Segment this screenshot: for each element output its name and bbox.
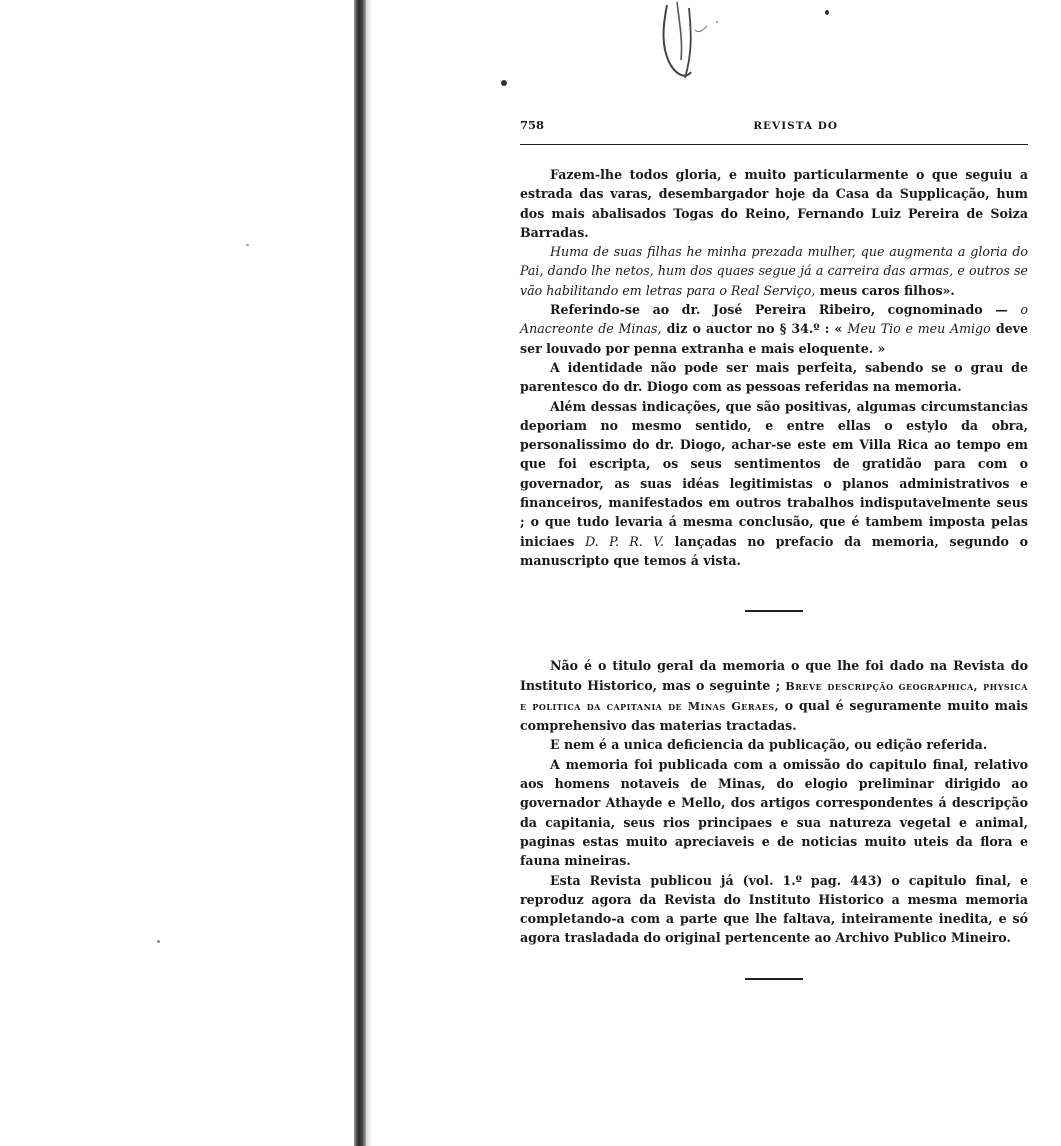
paragraph <box>520 242 1028 300</box>
running-header <box>520 118 1028 145</box>
section-divider <box>745 978 803 980</box>
ink-speck <box>157 940 160 943</box>
italic-text: Meu Tio e meu Amigo <box>847 321 991 337</box>
book-gutter <box>354 0 366 1146</box>
paragraph <box>520 397 1028 571</box>
handwritten-mark <box>655 0 725 85</box>
text-span: meus caros filhos». <box>815 282 955 298</box>
italic-text: o Anacreonte de Minas, <box>520 302 1028 337</box>
paragraph <box>520 300 1028 358</box>
text-span: Além dessas indicações, que são positivas, algumas circumstancias deporiam no mesmo sentido, e entre ellas o estylo da obra, personalissimo do dr. Diogo, achar-se este em Villa Rica ao tempo em que foi escripta, os seus sentimentos de gratidão para com o governador, as suas idéas legitimistas o planos administrativos e financeiros, manifestados em outros trabalhos indisputavelmente seus ; o que tudo levaria á mesma conclusão, que é tambem imposta pelas iniciaes <box>520 398 1028 549</box>
running-title: REVISTA DO <box>753 120 838 132</box>
gutter-shadow <box>366 0 372 1146</box>
text-span: diz o auctor no § 34.º : « <box>661 321 848 337</box>
paragraph: Fazem-lhe todos gloria, e muito particularmente o que seguiu a estrada das varas, desembargador hoje da Casa da Supplicação, hum dos mais abalisados Togas do Reino, Fernando Luiz Pereira de Soiza Barradas. <box>520 167 1028 240</box>
text-span: lançadas no prefacio da memoria, segundo o manuscripto que temos á vista. <box>520 533 1028 568</box>
italic-text: D. P. R. V. <box>585 533 664 549</box>
italic-quote: Huma de suas filhas he minha prezada mulher, que augmenta a gloria do Pai, dando lhe netos, hum dos quaes segue já a carreira das armas, e outros se vão habilitando em letras para o Real Serviço, <box>520 244 1028 298</box>
small-caps-title: Breve descripção geographica, physica e politica da capitania de Minas Geraes, <box>520 679 1028 713</box>
text-span: deve ser louvado por penna extranha e mais eloquente. » <box>520 321 1028 356</box>
paragraph: A identidade não pode ser mais perfeita, sabendo se o grau de parentesco do dr. Diogo com as pessoas referidas na memoria. <box>520 359 1028 395</box>
ink-speck <box>246 244 249 246</box>
ink-speck <box>501 80 507 86</box>
paragraph: A memoria foi publicada com a omissão do capitulo final, relativo aos homens notaveis de Minas, do elogio preliminar dirigido ao governador Athayde e Mello, dos artigos correspondentes á descripção da capitania, seus rios principaes e sua natureza vegetal e animal, paginas estas muito apreciaveis e de noticias muito uteis da flora e fauna mineiras. <box>520 756 1028 869</box>
book-page <box>520 118 1028 980</box>
text-span: Referindo-se ao dr. José Pereira Ribeiro, cognominado — <box>550 302 1021 318</box>
paragraph: Esta Revista publicou já (vol. 1.º pag. 443) o capitulo final, e reproduz agora da Revista do Instituto Historico a mesma memoria completando-a com a parte que lhe faltava, inteiramente inedita, e só agora trasladada do original pertencente ao Archivo Publico Mineiro. <box>520 872 1028 946</box>
text-span: o qual é seguramente muito mais comprehensivo das materias tractadas. <box>520 697 1028 734</box>
paragraph: E nem é a unica deficiencia da publicação, ou edição referida. <box>550 737 988 753</box>
ink-speck <box>825 10 829 15</box>
page-number: 758 <box>520 118 545 132</box>
paragraph <box>520 656 1028 735</box>
text-span: Não é o titulo geral da memoria o que lhe foi dado na Revista do Instituto Historico, mas o seguinte ; <box>520 658 1028 693</box>
